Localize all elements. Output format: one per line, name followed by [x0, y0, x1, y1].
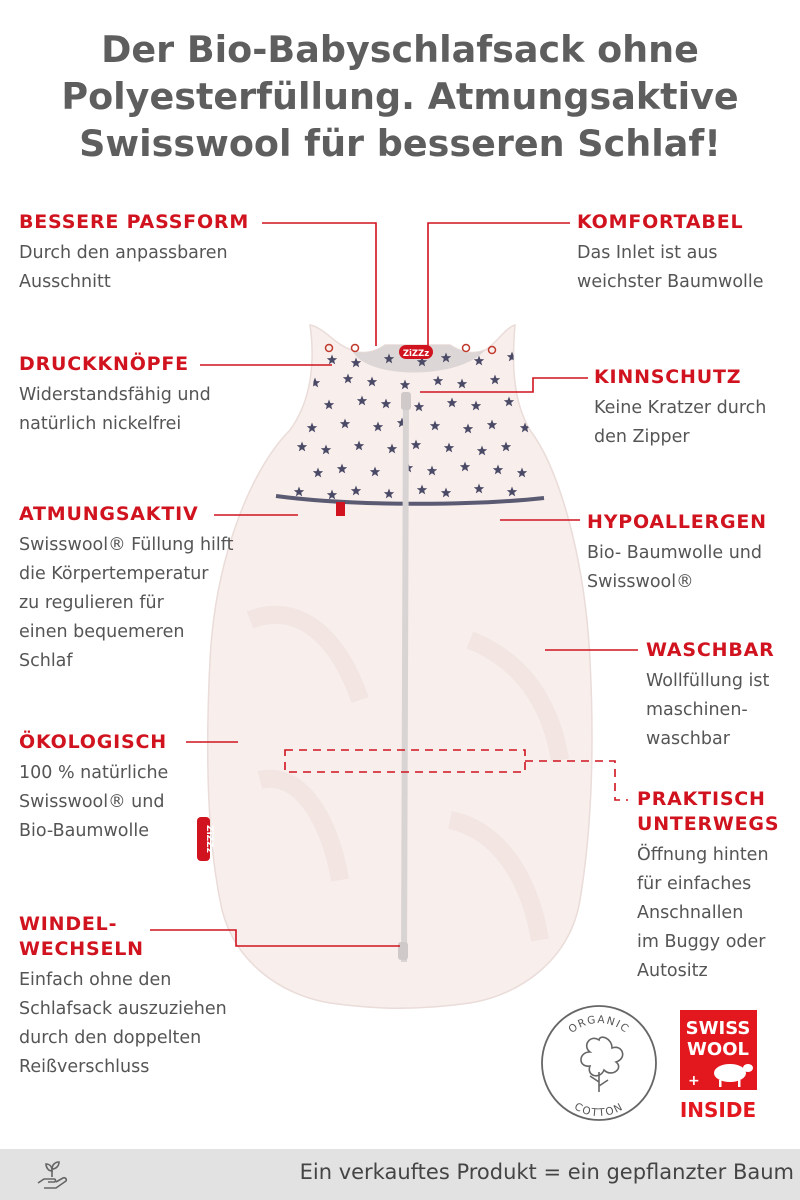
callout-description — [577, 239, 764, 297]
callout-hypoallergen — [587, 510, 767, 597]
callout-title-line: WECHSELN — [19, 938, 144, 960]
callout-desc-line: natürlich nickelfrei — [19, 414, 182, 434]
callout-desc-line: die Körpertemperatur — [19, 564, 209, 584]
footer-bar — [0, 1149, 800, 1200]
organic-cotton-badge — [542, 1006, 656, 1120]
swisswool-line-1: SWISS — [685, 1018, 751, 1039]
callout-bessere-passform — [19, 210, 249, 297]
callout-atmungsaktiv — [19, 502, 233, 676]
callout-title — [19, 912, 227, 962]
callout-desc-line: Öffnung hinten — [637, 845, 769, 865]
callout-description — [594, 394, 766, 452]
callout-title — [19, 352, 211, 377]
callout-title-line: WINDEL- — [19, 913, 118, 935]
swisswool-line-2: WOOL — [687, 1039, 749, 1060]
callout-desc-line: Das Inlet ist aus — [577, 243, 718, 263]
callout-title-line: HYPOALLERGEN — [587, 511, 767, 533]
callout-description — [19, 239, 249, 297]
callout-desc-line: Bio-Baumwolle — [19, 821, 149, 841]
callout-desc-line: maschinen- — [646, 700, 748, 720]
star-pattern-mark — [291, 397, 301, 407]
callout-kinnschutz — [594, 365, 766, 452]
callout-desc-line: Bio- Baumwolle und — [587, 543, 763, 563]
callout-desc-line: 100 % natürliche — [19, 763, 169, 783]
callout-title-line: KOMFORTABEL — [577, 211, 744, 233]
zipper-pull-top — [401, 392, 411, 410]
side-tag — [336, 502, 345, 516]
callout-desc-line: durch den doppelten — [19, 1028, 202, 1048]
leader-komfortabel — [428, 223, 570, 350]
callout-title — [19, 730, 168, 755]
organic-badge-bottom-text: COTTON — [572, 1100, 626, 1120]
callout-desc-line: zu regulieren für — [19, 593, 164, 613]
callout-description — [587, 539, 767, 597]
callout-title — [577, 210, 764, 235]
swisswool-badge — [680, 1010, 757, 1122]
callout-desc-line: weichster Baumwolle — [577, 272, 764, 292]
star-pattern-mark — [523, 378, 533, 388]
callout-description — [646, 667, 775, 754]
callout-desc-line: Anschnallen — [637, 903, 744, 923]
zipper — [404, 392, 406, 962]
callout-desc-line: Einfach ohne den — [19, 970, 172, 990]
callout-desc-line: Schlafsack auszuziehen — [19, 999, 227, 1019]
callout-desc-line: für einfaches — [637, 874, 752, 894]
callout-desc-line: Swisswool® — [587, 572, 694, 592]
callout-title — [19, 210, 249, 235]
callout-desc-line: Durch den anpassbaren — [19, 243, 228, 263]
callout-description — [637, 841, 779, 986]
callout-description — [19, 966, 227, 1082]
svg-text:ORGANIC — [566, 1014, 631, 1036]
callout-desc-line: waschbar — [646, 729, 730, 749]
callout-desc-line: einen bequemeren — [19, 622, 185, 642]
snap-right-1 — [463, 345, 470, 352]
headline-line-3: Swisswool für besseren Schlaf! — [79, 122, 721, 165]
callout-title-line: ATMUNGSAKTIV — [19, 503, 199, 525]
callout-praktisch-unterwegs — [637, 787, 779, 986]
callout-desc-line: Ausschnitt — [19, 272, 111, 292]
side-brand-tag-text: ZiZZz — [204, 825, 214, 853]
callout-oekologisch — [19, 730, 168, 846]
callout-title-line: ÖKOLOGISCH — [19, 731, 167, 753]
callout-title-line: BESSERE PASSFORM — [19, 211, 250, 233]
callout-description — [19, 531, 233, 676]
leader-bessere-passform — [262, 223, 376, 346]
star-pattern-mark — [294, 352, 304, 362]
callout-desc-line: Schlaf — [19, 651, 73, 671]
callout-desc-line: Swisswool® und — [19, 792, 165, 812]
headline-line-2: Polyesterfüllung. Atmungsaktive — [61, 75, 739, 118]
headline-line-1: Der Bio-Babyschlafsack ohne — [101, 28, 699, 71]
callout-desc-line: Reißverschluss — [19, 1057, 150, 1077]
callout-title — [637, 787, 779, 837]
swisswool-plus: + — [688, 1073, 700, 1089]
brand-label-text: ZiZZz — [402, 349, 430, 359]
callout-title — [594, 365, 766, 390]
callout-komfortabel — [577, 210, 764, 297]
callout-waschbar — [646, 638, 775, 754]
callout-title-line: UNTERWEGS — [637, 813, 780, 835]
callout-title-line: KINNSCHUTZ — [594, 366, 742, 388]
zipper-pull-bottom — [398, 942, 408, 960]
footer-text: Ein verkauftes Produkt = ein gepflanzter Baum — [299, 1160, 794, 1184]
callout-title — [646, 638, 775, 663]
callout-title-line: PRAKTISCH — [637, 788, 766, 810]
callout-desc-line: Widerstandsfähig und — [19, 385, 211, 405]
callout-description — [19, 381, 211, 439]
callout-desc-line: Keine Kratzer durch — [594, 398, 767, 418]
callout-druckknoepfe — [19, 352, 211, 439]
callout-desc-line: den Zipper — [594, 427, 690, 447]
callout-desc-line: Autositz — [637, 961, 708, 981]
callout-title — [587, 510, 767, 535]
organic-badge-top-text: ORGANIC — [566, 1013, 632, 1036]
callout-desc-line: im Buggy oder — [637, 932, 766, 952]
callout-title-line: WASCHBAR — [646, 639, 775, 661]
swisswool-inside: INSIDE — [679, 1098, 757, 1122]
callout-desc-line: Swisswool® Füllung hilft — [19, 535, 234, 555]
callout-title-line: DRUCKKNÖPFE — [19, 353, 189, 375]
callout-desc-line: Wollfüllung ist — [646, 671, 770, 691]
plant-in-hand-icon — [34, 1157, 70, 1193]
callout-description — [19, 759, 168, 846]
callout-windelwechseln — [19, 912, 227, 1082]
callout-title — [19, 502, 233, 527]
cotton-flower-icon — [581, 1037, 623, 1092]
